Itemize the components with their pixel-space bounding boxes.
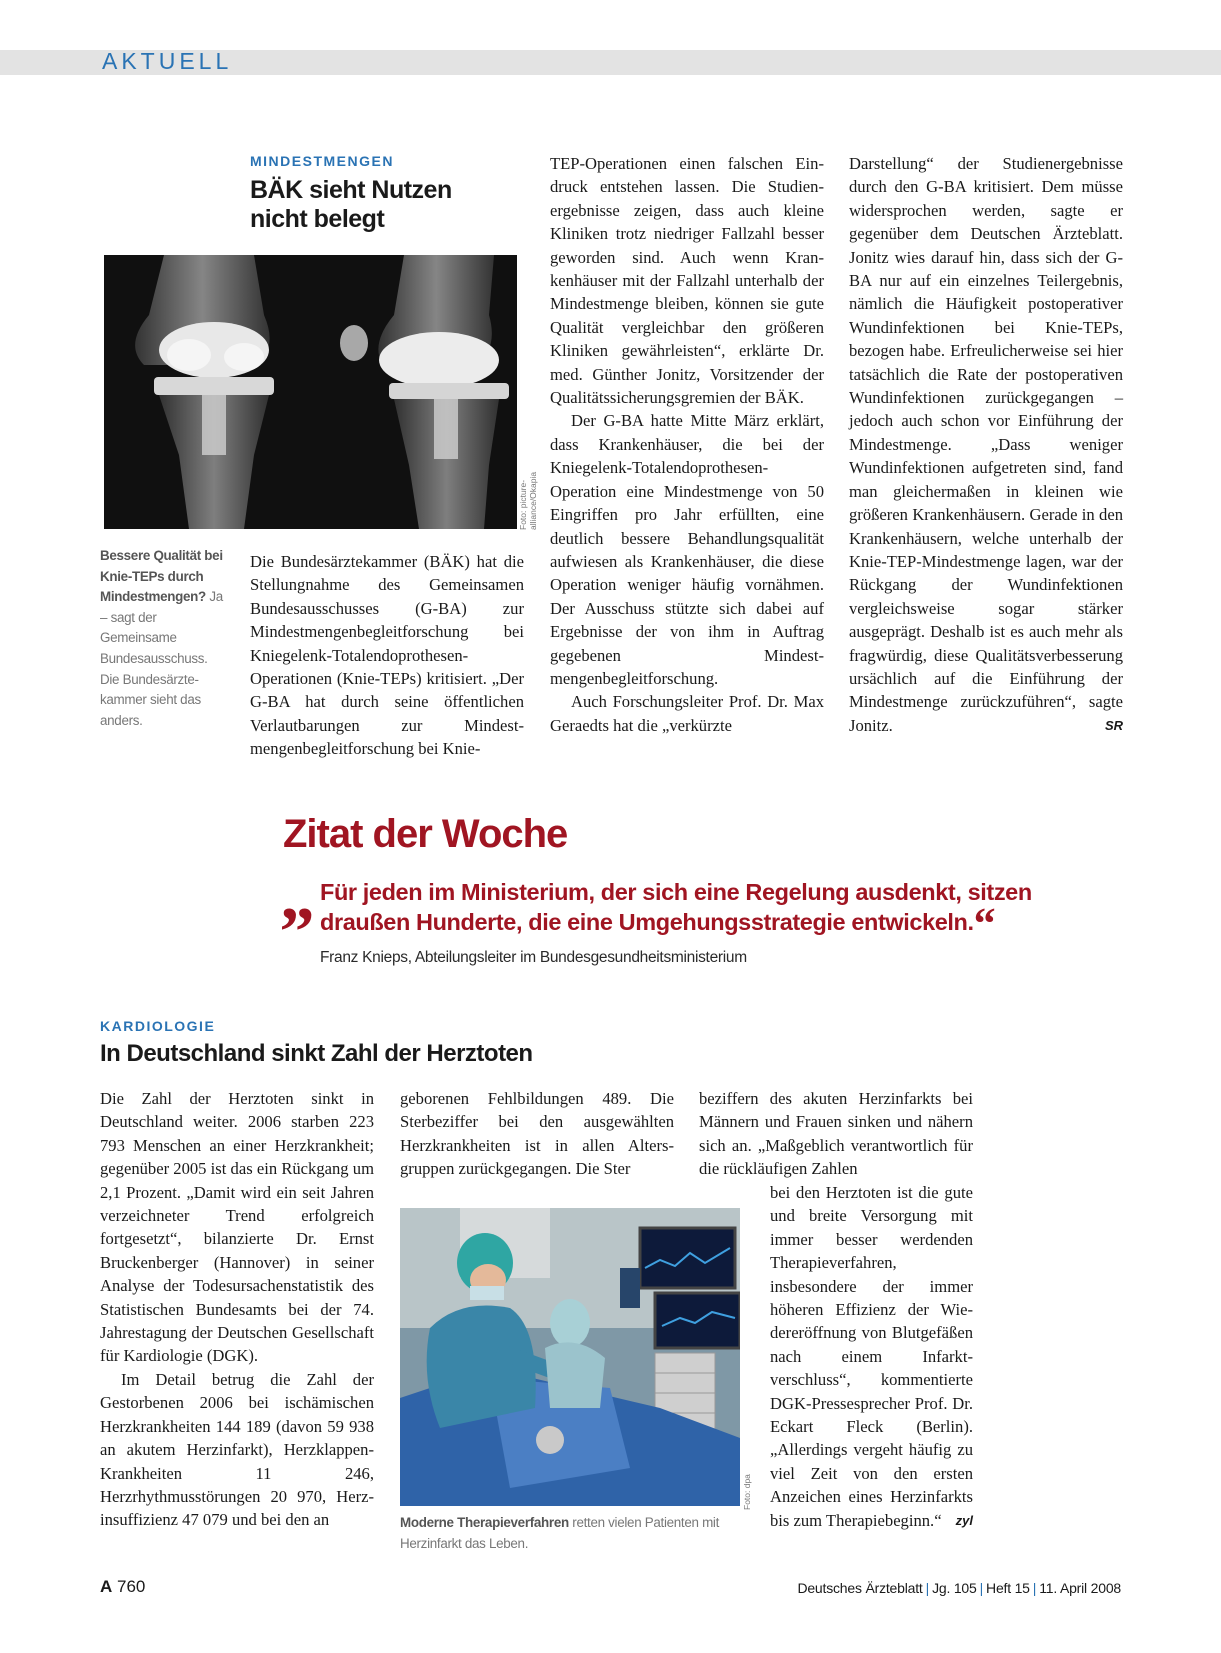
cardiac-procedure-photo: [400, 1208, 740, 1506]
article1-signature: SR: [1104, 717, 1123, 733]
article1-kicker: MINDESTMENGEN: [250, 153, 394, 169]
article1-column-1: [250, 550, 524, 761]
article2-column-2: [400, 1087, 674, 1181]
article2-col3-bottom-body: bei den Herztoten ist die gute und breite Versorgung mit immer besser werdenden Therapieverfahren, insbesondere der immer höheren Effizienz der Wiedereröffnung von Blutgefäßen nach einem Infarktverschluss“, kommentierte DGK-Pressesprecher Prof. Dr. Eckart Fleck (Berlin). „Allerdings vergeht häufig zu viel Zeit von den ersten Anzeichen eines Herzinfarkts bis zum Therapiebeginn.“: [770, 1183, 973, 1530]
article1-headline-line2: nicht belegt: [250, 205, 385, 233]
article2-headline: In Deutschland sinkt Zahl der Herztoten: [100, 1040, 533, 1067]
article2-kicker: KARDIOLOGIE: [100, 1018, 216, 1034]
article2-caption-text: retten vielen Patienten mit Herzinfarkt das Leben.: [400, 1515, 720, 1551]
publication-volume: Jg. 105: [932, 1580, 977, 1596]
article2-caption-bold: Moderne Therapieverfahren: [400, 1515, 569, 1530]
article2-caption: [400, 1513, 745, 1554]
article1-col3-body: Darstellung“ der Studienergebnisse durch den G-BA kritisiert. Dem müsse widersprochen werden, sagte er gegenüber dem Deutschen Ärzteblatt. Jonitz wies darauf hin, dass sich der G-BA nur auf ein einzelnes Teilergebnis, nämlich die Häufigkeit postoperativer Wundinfektionen bei Knie-TEPs, bezogen habe. Erfreulicherweise sei hier tatsächlich die Rate der postoperativen Wundinfektionen zurückgegangen – jedoch auch schon vor Einführung der Mindestmenge. „Dass weniger Wundinfektionen aufgetreten sind, fand man gleichermaßen in kleinen wie größeren Krankenhäusern. Gerade in den Krankenhäusern, welche unterhalb der Knie-TEP-Mindestmenge lagen, war der Rückgang der Wundinfektionen vergleichsweise sogar stärker ausgeprägt. Deshalb ist es auch mehr als fragwürdig, diese Qualitätsverbesserung ursächlich auf die Einführung der Mindestmenge zurückzuführen“, sagte Jonitz.: [849, 154, 1123, 735]
article2-col2-text: geborenen Fehlbildungen 489. Die Sterbeziffer bei den ausgewählten Herzkrankheiten ist in allen Altersgruppen zurückgegangen. Die Ster: [400, 1089, 674, 1179]
cardiac-procedure-graphic: [400, 1208, 740, 1506]
page-number: [100, 1577, 145, 1597]
publication-date: 11. April 2008: [1039, 1580, 1121, 1596]
article1-photo-credit: Foto: picture-alliance/Okapia: [518, 471, 538, 530]
publication-name: Deutsches Ärzteblatt: [797, 1580, 923, 1596]
article1-col2-p2: Der G-BA hatte Mitte März erklärt, dass Krankenhäuser, die bei der Kniegelenk-Totalendoprothesen-Operation eine Mindestmenge von 50 Eingriffen pro Jahr erfüllten, eine deutlich bessere Behandlungsqualität aufwiesen als Krankenhäuser, die diese Operation weniger häufig vornähmen. Der Ausschuss stützte sich dabei auf Ergebnisse der von ihm in Auftrag gegebenen Mindestmengenbegleitforschung.: [550, 411, 824, 688]
quote-open-mark: „: [280, 858, 315, 935]
page-prefix: A: [100, 1577, 113, 1596]
article1-col3-text: [849, 152, 1123, 737]
article1-column-3: [849, 152, 1123, 737]
quote-text: [320, 878, 1120, 948]
article1-caption: [100, 546, 225, 731]
article2-column-1: [100, 1087, 374, 1532]
article1-column-2: [550, 152, 824, 737]
knee-xray-image: [104, 255, 517, 529]
article2-col1-p2: Im Detail betrug die Zahl der Gestorbenen 2006 bei ischämischen Herzkrankheiten 144 189 (davon 59 938 an akutem Herzinfarkt), Herzklappen-Krankheiten 11 246, Herzrhythmusstörungen 20 970, Herzinsuffizienz 47 079 und bei den an: [100, 1369, 374, 1530]
quote-title: Zitat der Woche: [283, 812, 568, 856]
article2-column-3-bottom: [770, 1181, 973, 1532]
article1-col2-p3: Auch Forschungsleiter Prof. Dr. Max Geraedts hat die „verkürzte: [550, 692, 824, 735]
article2-signature: zyl: [955, 1512, 973, 1528]
article2-column-3-top: [699, 1087, 973, 1181]
page-number-value: 760: [117, 1577, 146, 1596]
article2-col3-top-text: beziffern des akuten Herzinfarkts bei Männern und Frauen sinken und nähern sich an. „Maßgeblich verantwortlich für die rückläufigen Zahlen: [699, 1089, 973, 1179]
quote-body: Für jeden im Ministerium, der sich eine Regelung ausdenkt, sitzen draußen Hunderte, die eine Umgehungsstrategie entwickeln.: [320, 879, 1032, 935]
article1-col2-p1: TEP-Operationen einen falschen Eindruck entstehen lassen. Die Studienergebnisse zeigen, dass auch kleine Kliniken trotz niedriger Fallzahl besser geworden sind. Auch wenn Krankenhäuser mit der Fallzahl unterhalb der Mindestmenge bleiben, können sie gute Qualität vergleichbar den größeren Kliniken gewährleisten“, erklärte Dr. med. Günther Jonitz, Vorsitzender der Qualitätssicherungsgremien der BÄK.: [550, 154, 824, 408]
knee-xray-graphic: [104, 255, 517, 529]
publication-info: Deutsches Ärzteblatt | Jg. 105 | Heft 15 | 11. April 2008: [797, 1580, 1121, 1596]
section-label: AKTUELL: [102, 48, 233, 74]
publication-issue: Heft 15: [986, 1580, 1030, 1596]
article2-col1-p1: Die Zahl der Herztoten sinkt in Deutschland weiter. 2006 starben 223 793 Menschen an einer Herzkrankheit; gegenüber 2005 ist das ein Rückgang um 2,1 Prozent. „Damit wird ein seit Jahren verzeichneter Trend erfolgreich fortgesetzt“, bilanzierte Dr. Ernst Bruckenberger (Hannover) in seiner Analyse der Todesursachenstatistik des Statistischen Bundesamts bei der 74. Jahrestagung der Deutschen Gesellschaft für Kardiologie (DGK).: [100, 1089, 374, 1366]
article1-caption-text: Ja – sagt der Gemeinsame Bundesausschuss. Die Bundesärztekammer sieht das anders.: [100, 589, 223, 728]
article1-caption-bold: Bessere Qualität bei Knie-TEPs durch Mindestmengen?: [100, 548, 223, 605]
quote-close-mark: “: [973, 898, 996, 948]
article1-headline: [250, 176, 452, 234]
article1-col1-text: Die Bundesärztekammer (BÄK) hat die Stellungnahme des Gemeinsamen Bundesausschusses (G-BA) zur Mindestmengenbegleitforschung bei Kniegelenk-Totalendoprothesen-Operationen (Knie-TEPs) kritisiert. „Der G-BA hat durch seine öffentlichen Verlautbarungen zur Mindestmengenbegleitforschung bei Knie-: [250, 552, 524, 759]
quote-author: Franz Knieps, Abteilungsleiter im Bundesgesundheitsministerium: [320, 949, 747, 966]
article2-photo-credit: Foto: dpa: [742, 1474, 752, 1510]
article2-col3-bottom-text: [770, 1181, 973, 1532]
article1-headline-line1: BÄK sieht Nutzen: [250, 176, 452, 204]
